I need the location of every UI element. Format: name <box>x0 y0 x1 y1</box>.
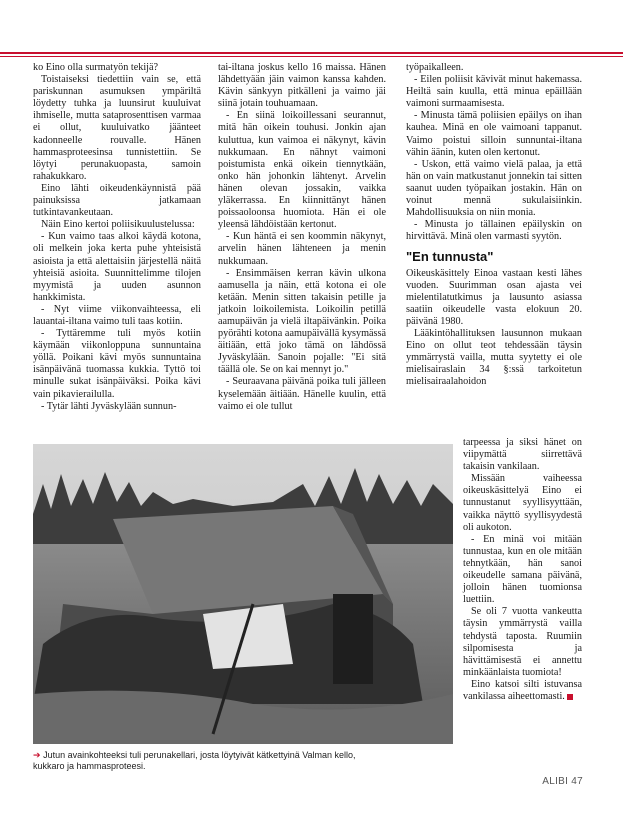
top-rule-thin <box>0 56 623 57</box>
column-3-wrap <box>463 437 582 703</box>
section-heading: "En tunnusta" <box>406 249 494 265</box>
paragraph: - Eilen poliisit kävivät minut hakemassa. Heiltä sain kuulla, että minua epäillään vaimoni surmaamisesta. <box>406 74 582 110</box>
column-1 <box>33 62 201 413</box>
paragraph: Missään vaiheessa oikeuskäsittelyä Eino ei tunnustanut syyllisyyttään, vaikka näyttö syyllisyydestä oli aukoton. <box>463 473 582 533</box>
paragraph: Toistaiseksi tiedettiin vain se, että pariskunnan asumuksen ympäriltä löydetty tuhka ja luunsirut kuuluivat ihmiselle, mutta sataprosenttisen varmaa ei ollut, kuuluivatko jäänteet kadonneelle rouvalle. Hänen hammasproteesinsa tunnistettiin. Se löytyi perunakuopasta, samoin rahakukkaro. <box>33 74 201 182</box>
paragraph: ko Eino olla surmatyön tekijä? <box>33 62 159 73</box>
paragraph: Näin Eino kertoi poliisikuulustelussa: <box>41 219 195 231</box>
paragraph: tarpeessa ja siksi hänet on viipymättä siirrettävä takaisin vankilaan. <box>463 437 582 473</box>
photo-root-cellar <box>33 444 453 744</box>
caption-text: Jutun avainkohteeksi tuli perunakellari, josta löytyivät kätkettyinä Valman kello, kukkaro ja hammasproteesi. <box>33 750 356 771</box>
paragraph: - Minusta jo tällainen epäilyskin on hirvittävä. Minä olen varmasti syytön. <box>406 219 582 243</box>
paragraph: - Tyttäremme tuli myös kotiin käymään viikonloppuna sunnuntaina yöllä. Poikani kävi myös sunnuntaina isänpäivänä tuomassa kukkia. Tyttö toi minulle sukat isänpäiväksi. Poika kävi vain pikavierailulla. <box>33 328 201 400</box>
paragraph: - En siinä loikoillessani seurannut, mitä hän oikein touhusi. Jonkin ajan kuluttua, kun vaimoa ei näkynyt, kävin nukkumaan. En nähnyt vaimoni poistumista enkä oikein tiennytkään, onko hän johonkin lähtenyt. Arvelin hänen olevan jossakin, vaikka yläkerrassa. En kiinnittänyt hänen poissaoloonsa huomiota. Hän ei ole yleensä lähdöistään kertonut. <box>218 110 386 231</box>
paragraph-last <box>463 679 582 703</box>
paragraph-text: Eino katsoi silti istuvansa vankilassa aiheettomasti. <box>463 678 582 702</box>
paragraph: - En minä voi mitään tunnustaa, kun en ole mitään tehnytkään, hän sanoi oikeudelle samana päivänä, jolloin hänen tuomionsa luettiin. <box>463 533 582 606</box>
paragraph: Oikeuskäsittely Einoa vastaan kesti lähes vuoden. Suurimman osan ajasta vei mielentilatutkimus ja lausunto asiassa saatiin oikeudelle vasta elokuun 20. päivänä 1980. <box>406 267 582 327</box>
end-mark <box>567 694 573 700</box>
paragraph: työpaikalleen. <box>406 62 464 73</box>
paragraph: - Minusta tämä poliisien epäilys on ihan kauhea. Minä en ole vaimoani tappanut. Vaimo poistui silloin sunnuntai-iltana vähin äänin, kuten olen kertonut. <box>406 110 582 158</box>
paragraph: - Uskon, että vaimo vielä palaa, ja että hän on vain matkustanut jonnekin tai sitten saanut uuden työpaikan jostakin. Hän on voinut mennä sukulaisiinkin. Mahdollisuuksia on niin monia. <box>406 158 582 219</box>
column-3 <box>406 62 582 388</box>
top-band <box>0 0 623 58</box>
paragraph: - Ensimmäisen kerran kävin ulkona aamusella ja näin, että kotona ei ole ketään. Menin sitten takaisin petille ja jatkoin loikoilemista. Loikoilin petillä aamupäivän ja vielä iltapäivänkin. Poika pyörähti kotona aamupäivällä kysymässä äitiään, että joko tämä on lähdössä Jyväskylään. Sanoin pojalle: "Ei sitä täällä ole. Se on kai mennyt jo." <box>218 267 386 376</box>
photo-caption <box>33 750 363 772</box>
paragraph: Se oli 7 vuotta vankeutta täysin ymmärrystä vailla tehdystä taposta. Ruumiin silpomisesta ja hävittämisestä ei annettu minkäänlaista tuomiota! <box>463 606 582 678</box>
paragraph: - Tytär lähti Jyväskylään sunnun- <box>41 400 177 412</box>
page-footer: ALIBI 47 <box>542 776 583 787</box>
paragraph: tai-iltana joskus kello 16 maissa. Hänen lähdettyään jäin vaimon kanssa kahden. Kävin sänkyyn pitkälleni ja vaimo jäi siinä jotain touhuamaan. <box>218 62 386 110</box>
column-2 <box>218 62 386 413</box>
paragraph: - Kun häntä ei sen koommin näkynyt, arvelin hänen lähteneen ja menin nukkumaan. <box>218 231 386 267</box>
paragraph: Eino lähti oikeudenkäynnistä pää painuksissa jatkamaan tutkintavankeutaan. <box>33 182 201 219</box>
caption-arrow-icon: ➔ <box>33 750 41 760</box>
photo-illustration <box>33 444 453 744</box>
paragraph: - Seuraavana päivänä poika tuli jälleen kyselemään äitiään. Hänelle kuulin, että vaimo ei ole tullut <box>218 376 386 412</box>
paragraph: - Kun vaimo taas alkoi käydä kotona, oli melkein joka kerta puhe yhteisistä asioista ja että alettaisiin järjestellä näitä yhteisiä asioita. Suunnittelimme tilojen myymistä ja uuden asunnon hankkimista. <box>33 231 201 303</box>
paragraph: - Nyt viime viikonvaihteessa, eli lauantai-iltana vaimo tuli taas kotiin. <box>33 303 201 327</box>
top-rule <box>0 52 623 54</box>
paragraph: Lääkintöhallituksen lausunnon mukaan Eino on ollut teot tehdessään täysin ymmärrystä vailla, mutta syytetty ei ole mielisairaslain 34 §:ssä tarkoitetun mielisairaalahoidon <box>406 327 582 388</box>
